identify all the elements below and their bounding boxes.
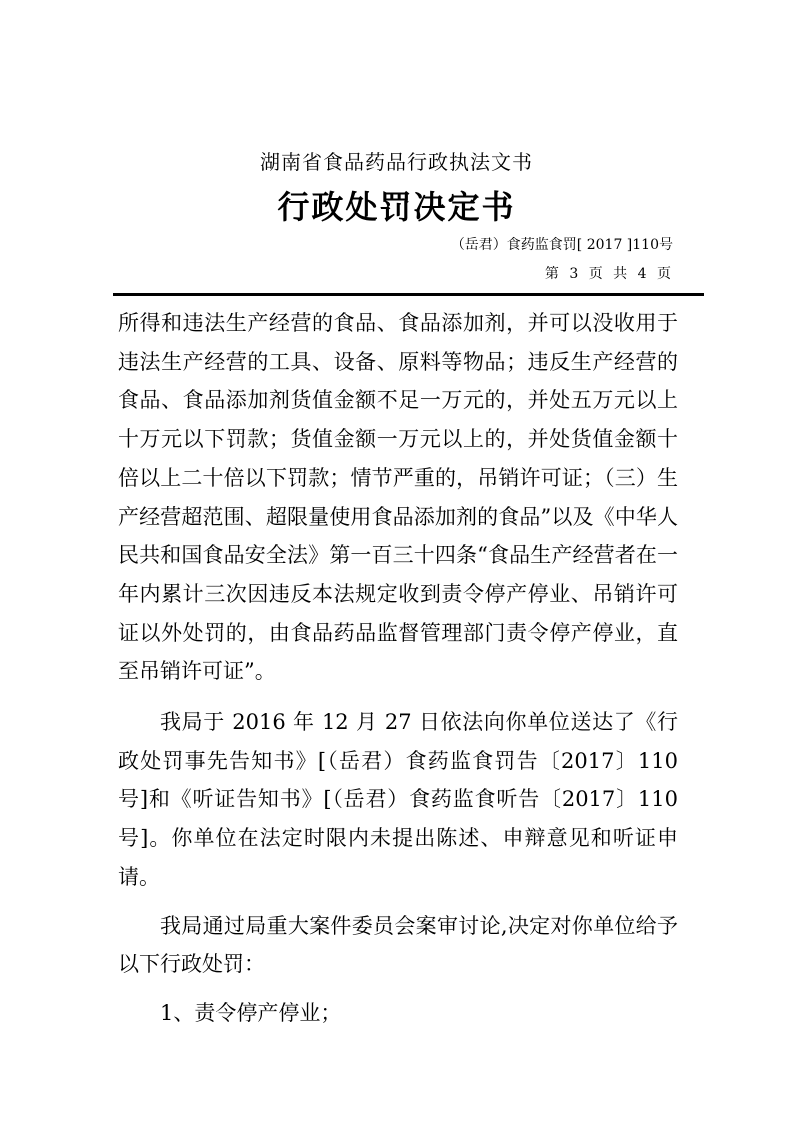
paragraph-decision: 我局通过局重大案件委员会案审讨论,决定对你单位给予以下行政处罚： [118,913,678,977]
document-body [118,304,678,1043]
paragraph-notification: 我局于 2016 年 12 月 27 日依法向你单位送达了《行政处罚事先告知书》[（岳君）食药监食罚告〔2017〕110 号]和《听证告知书》[（岳君）食药监食听告〔2017〕110 号]。你单位在法定时限内未提出陈述、申辩意见和听证申请。 [118,710,678,889]
document-title: 行政处罚决定书 [277,188,516,226]
header-divider [113,293,704,296]
document-number: （岳君）食药监食罚[ 2017 ]110号 [450,237,673,253]
page-number: 第 3 页 共 4 页 [544,266,671,282]
agency-name: 湖南省食品药品行政执法文书 [260,150,533,174]
paragraph-penalty-item-1: 1、责令停产停业； [160,1000,342,1025]
paragraph-legal-basis: 所得和违法生产经营的食品、食品添加剂，并可以没收用于违法生产经营的工具、设备、原料等物品；违反生产经营的食品、食品添加剂货值金额不足一万元的，并处五万元以上十万元以下罚款；货值金额一万元以上的，并处货值金额十倍以上二十倍以下罚款；情节严重的，吊销许可证；（三）生产经营超范围、超限量使用食品添加剂的食品”以及《中华人民共和国食品安全法》第一百三十四条“食品生产经营者在一年内累计三次因违反本法规定收到责令停产停业、吊销许可证以外处罚的，由食品药品监督管理部门责令停产停业，直至吊销许可证”。 [118,311,678,684]
